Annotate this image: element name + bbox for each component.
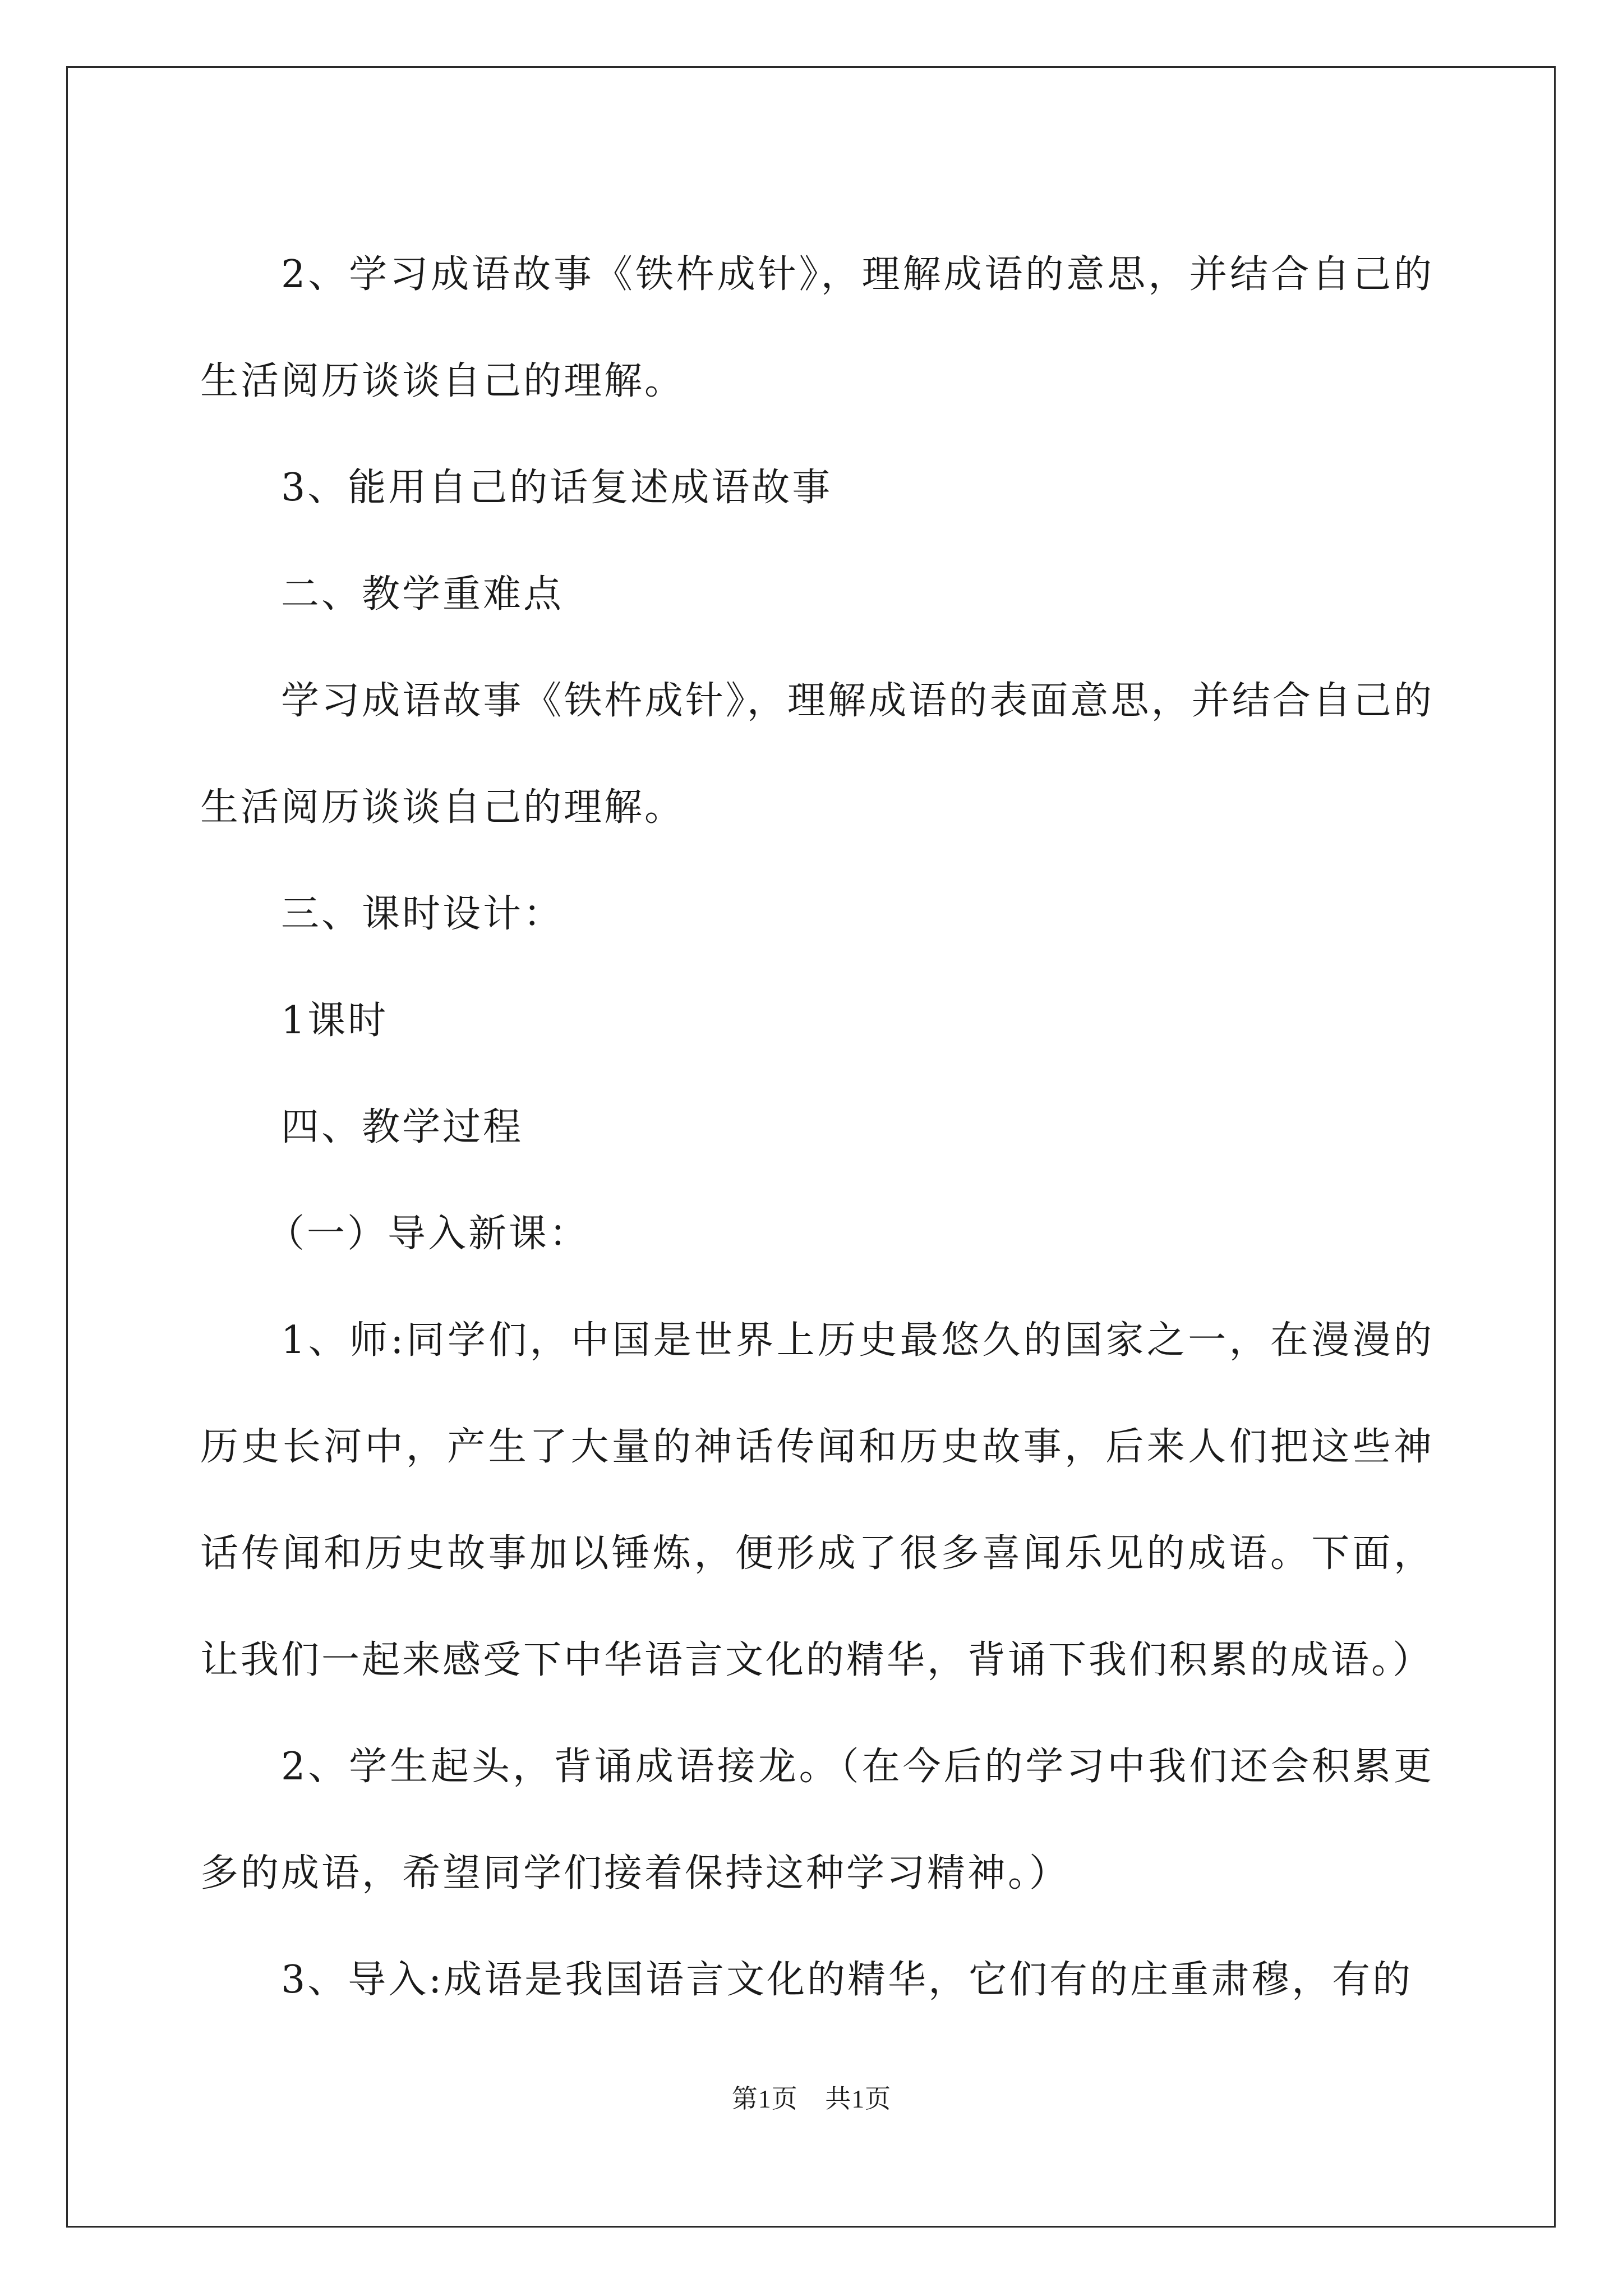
footer-page-number: 第1页	[731, 2085, 798, 2113]
paragraph-step-2: 2、学生起头，背诵成语接龙。（在今后的学习中我们还会积累更多的成语，希望同学们接着保持这种学习精神。）	[200, 1745, 1434, 1895]
paragraph-step-1: 1、师:同学们，中国是世界上历史最悠久的国家之一，在漫漫的历史长河中，产生了大量的神话传闻和历史故事，后来人们把这些神话传闻和历史故事加以锤炼，便形成了很多喜闻乐见的成语。下面，让我们一起来感受下中华语言文化的精华，背诵下我们积累的成语。）	[200, 1318, 1434, 1682]
paragraph-lesson-count: 1课时	[281, 999, 389, 1043]
heading-introduction: （一）导入新课：	[266, 1212, 590, 1256]
paragraph-objective-2: 2、学习成语故事《铁杵成针》，理解成语的意思，并结合自己的生活阅历谈谈自己的理解。	[200, 252, 1434, 403]
paragraph-objective-3: 3、能用自己的话复述成语故事	[281, 466, 833, 510]
paragraph-key-difficulties: 学习成语故事《铁杵成针》，理解成语的表面意思，并结合自己的生活阅历谈谈自己的理解。	[200, 679, 1434, 830]
heading-teaching-process: 四、教学过程	[281, 1105, 524, 1149]
document-body	[200, 222, 1434, 2033]
page-footer	[0, 2078, 1623, 2115]
footer-total-pages: 共1页	[825, 2085, 892, 2113]
paragraph-step-3: 3、导入:成语是我国语言文化的精华，它们有的庄重肃穆，有的	[281, 1958, 1413, 2002]
heading-lesson-design: 三、课时设计：	[281, 892, 564, 936]
heading-key-difficulties: 二、教学重难点	[281, 572, 564, 616]
